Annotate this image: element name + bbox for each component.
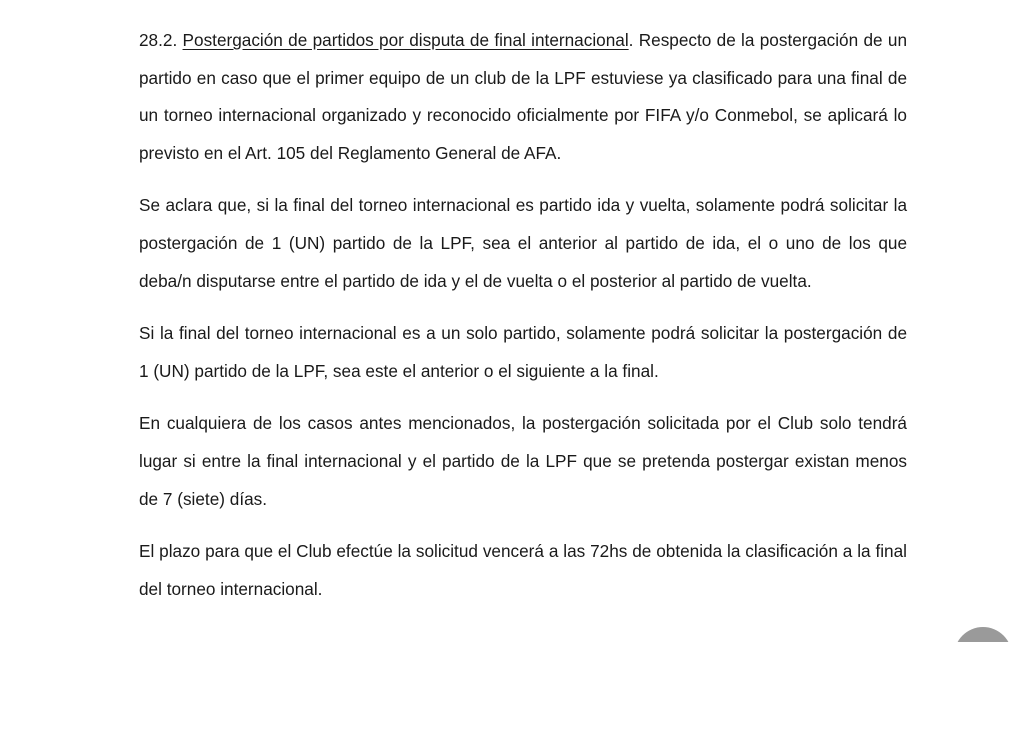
document-body (139, 22, 907, 623)
paragraph-1-text: . Respecto de la postergación de un partido en caso que el primer equipo de un club de la LPF estuviese ya clasificado para una final de un torneo internacional organizado y reconocido oficialmente por FIFA y/o Conmebol, se aplicará lo previsto en el Art. 105 del Reglamento General de AFA. (139, 30, 907, 163)
scroll-handle[interactable] (954, 627, 1012, 655)
section-title: Postergación de partidos por disputa de final internacional (182, 30, 629, 50)
scroll-handle-cut (954, 642, 1012, 655)
paragraph-4: En cualquiera de los casos antes mencionados, la postergación solicitada por el Club solo tendrá lugar si entre la final internacional y el partido de la LPF que se pretenda postergar existan menos de 7 (siete) días. (139, 413, 907, 509)
section-number: 28.2. (139, 30, 178, 50)
paragraph-2: Se aclara que, si la final del torneo internacional es partido ida y vuelta, solamente podrá solicitar la postergación de 1 (UN) partido de la LPF, sea el anterior al partido de ida, el o uno de los que deba/n disputarse entre el partido de ida y el de vuelta o el posterior al partido de vuelta. (139, 195, 907, 291)
paragraph-5: El plazo para que el Club efectúe la solicitud vencerá a las 72hs de obtenida la clasificación a la final del torneo internacional. (139, 541, 907, 599)
paragraph-3: Si la final del torneo internacional es a un solo partido, solamente podrá solicitar la postergación de 1 (UN) partido de la LPF, sea este el anterior o el siguiente a la final. (139, 323, 907, 381)
paragraph-1 (139, 22, 907, 172)
